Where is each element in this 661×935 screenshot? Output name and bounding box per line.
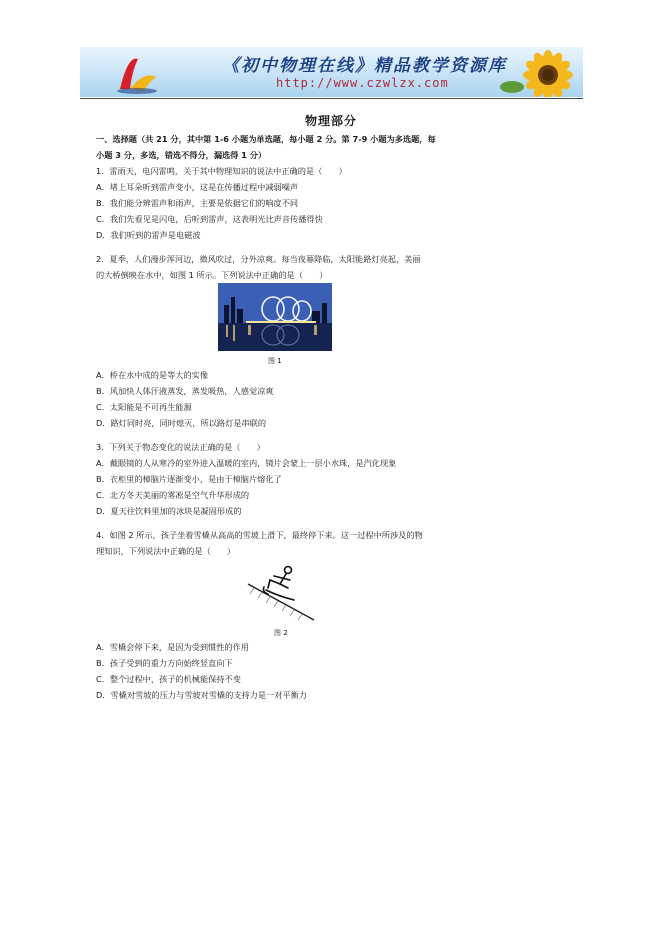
question-2-stem-line-1: 2．夏季，人们漫步浑河边，微风吹过，分外凉爽。每当夜幕降临，太阳能路灯亮起，美丽 [96,254,421,264]
question-3-stem: 3．下列关于物态变化的说法正确的是（ ） [96,442,265,452]
section-title: 物理部分 [304,114,357,128]
figure-2-caption: 图 2 [274,629,288,637]
question-3-option-b: B．衣柜里的樟脑片逐渐变小，是由于樟脑片熔化了 [96,474,282,484]
header-rule [80,98,583,99]
logo-icon [114,51,160,95]
question-1-option-d: D．我们听到的雷声是电磁波 [96,230,201,240]
question-1-stem: 1．雷雨天，电闪雷鸣，关于其中物理知识的说法中正确的是（ ） [96,166,347,176]
header-banner [80,47,583,97]
question-3-option-d: D．夏天往饮料里加的冰块是凝固形成的 [96,506,242,516]
question-1-option-a: A．堵上耳朵听到雷声变小，这是在传播过程中减弱噪声 [96,182,299,192]
figure-1-caption: 图 1 [268,357,282,365]
figure-1-bridge-photo [218,283,332,351]
question-4-option-a: A．雪橇会停下来，是因为受到惯性的作用 [96,642,249,652]
question-3-option-c: C．北方冬天美丽的雾凇是空气升华形成的 [96,490,250,500]
instructions-line-2: 小题 3 分，多选，错选不得分，漏选得 1 分） [96,150,267,160]
question-2-option-b: B．风加快人体汗液蒸发，蒸发吸热，人感觉凉爽 [96,386,274,396]
banner-title: 《初中物理在线》精品教学资源库 [222,56,507,76]
question-4-stem-line-2: 理知识，下列说法中正确的是（ ） [96,546,236,556]
banner-url[interactable]: http://www.czwlzx.com [276,76,449,90]
question-2-option-a: A．桥在水中成的是等大的实像 [96,370,209,380]
question-1-option-c: C．我们先看见是闪电，后听到雷声，这表明光比声音传播得快 [96,214,323,224]
question-1-option-b: B．我们能分辨雷声和雨声，主要是依据它们的响度不同 [96,198,299,208]
question-2-option-c: C．太阳能是不可再生能源 [96,402,192,412]
question-4-option-b: B．孩子受到的重力方向始终竖直向下 [96,658,233,668]
instructions-line-1: 一、选择题（共 21 分，其中第 1-6 小题为单选题，每小题 2 分。第 7-9 小题为多选题，每 [96,134,436,144]
question-2-stem-line-2: 的大桥倒映在水中，如图 1 所示。下列说法中正确的是（ ） [96,270,328,280]
question-3-option-a: A．戴眼镜的人从寒冷的室外进入温暖的室内，镜片会蒙上一层小水珠，是汽化现象 [96,458,397,468]
figure-2-sled-slope-drawing [244,562,316,622]
question-2-option-d: D．路灯同时亮，同时熄灭，所以路灯是串联的 [96,418,267,428]
question-4-option-c: C．整个过程中，孩子的机械能保持不变 [96,674,241,684]
sunflower-icon [498,47,583,97]
question-4-option-d: D．雪橇对雪坡的压力与雪坡对雪橇的支持力是一对平衡力 [96,690,307,700]
question-4-stem-line-1: 4．如图 2 所示，孩子坐着雪橇从高高的雪坡上滑下，最终停下来。这一过程中所涉及的物 [96,530,423,540]
